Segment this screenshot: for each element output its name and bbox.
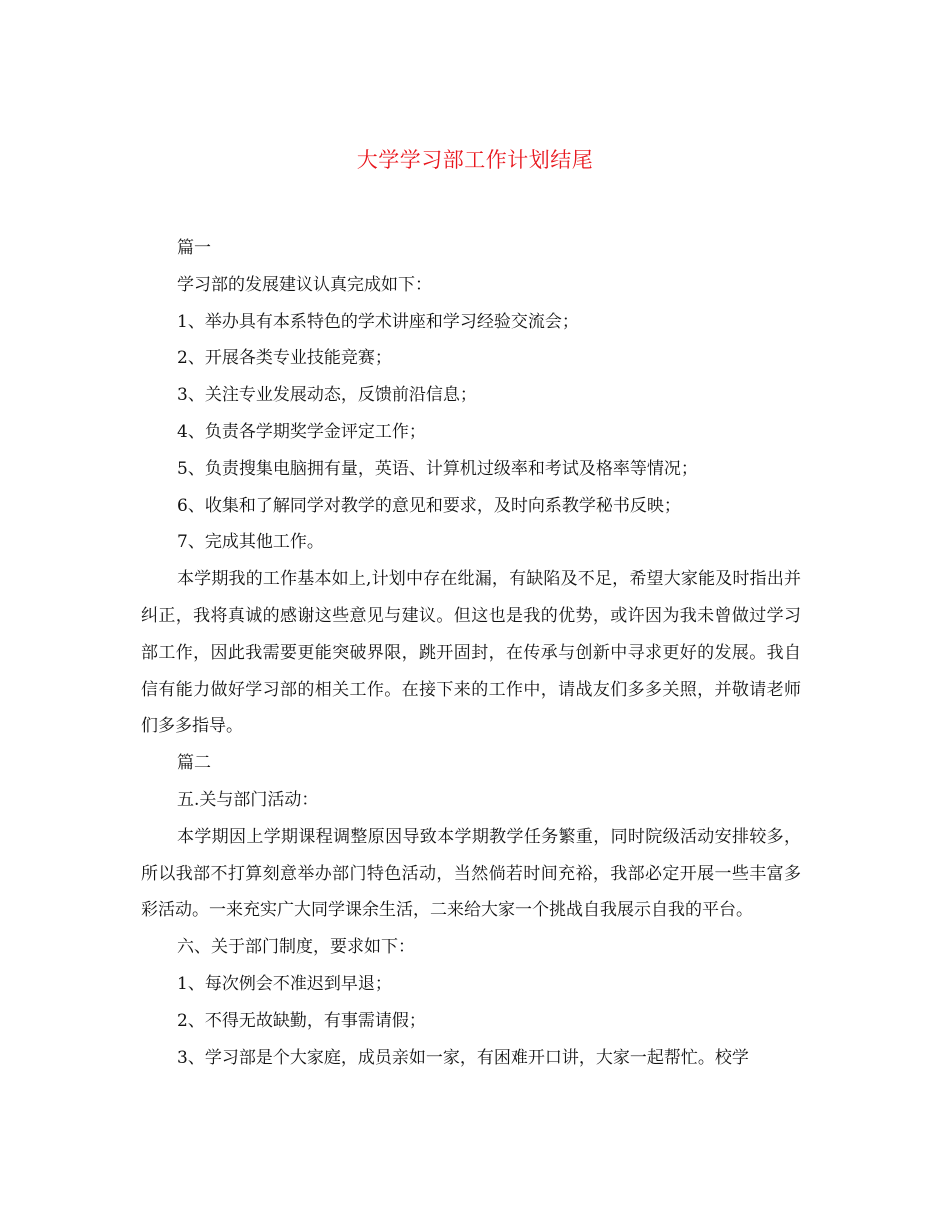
list-item: 6、收集和了解同学对教学的意见和要求，及时向系教学秘书反映； <box>177 495 681 516</box>
list-item: 1、每次例会不准迟到早退； <box>177 973 392 994</box>
list-item: 2、开展各类专业技能竞赛； <box>177 348 392 369</box>
paragraph: 学习部的发展建议认真完成如下： <box>177 274 432 295</box>
list-item: 3、学习部是个大家庭，成员亲如一家，有困难开口讲，大家一起帮忙。校学 <box>177 1047 749 1068</box>
document-body <box>141 230 801 1076</box>
paragraph: 本学期我的工作基本如上,计划中存在纰漏，有缺陷及不足，希望大家能及时指出并纠正，我将真诚的感谢这些意见与建议。但这也是我的优势，或许因为我未曾做过学习部工作，因此我需要更能突破界限，跳开固封，在传承与创新中寻求更好的发展。我自信有能力做好学习部的相关工作。在接下来的工作中，请战友们多多关照，并敬请老师们多多指导。 <box>141 569 801 737</box>
document-title: 大学学习部工作计划结尾 <box>356 148 594 172</box>
list-item: 4、负责各学期奖学金评定工作； <box>177 421 426 442</box>
paragraph: 本学期因上学期课程调整原因导致本学期教学任务繁重，同时院级活动安排较多，所以我部不打算刻意举办部门特色活动，当然倘若时间充裕，我部必定开展一些丰富多彩活动。一来充实广大同学课余生活，二来给大家一个挑战自我展示自我的平台。 <box>141 826 801 921</box>
list-item: 1、举办具有本系特色的学术讲座和学习经验交流会； <box>177 311 579 332</box>
paragraph: 五.关与部门活动： <box>177 789 319 810</box>
paragraph: 篇二 <box>177 753 211 774</box>
list-item: 3、关注专业发展动态，反馈前沿信息； <box>177 385 477 406</box>
list-item: 2、不得无故缺勤，有事需请假； <box>177 1010 426 1031</box>
list-item: 5、负责搜集电脑拥有量，英语、计算机过级率和考试及格率等情况； <box>177 458 698 479</box>
paragraph: 六、关于部门制度，要求如下： <box>177 937 415 958</box>
paragraph: 篇一 <box>177 238 211 258</box>
list-item: 7、完成其他工作。 <box>177 532 324 553</box>
